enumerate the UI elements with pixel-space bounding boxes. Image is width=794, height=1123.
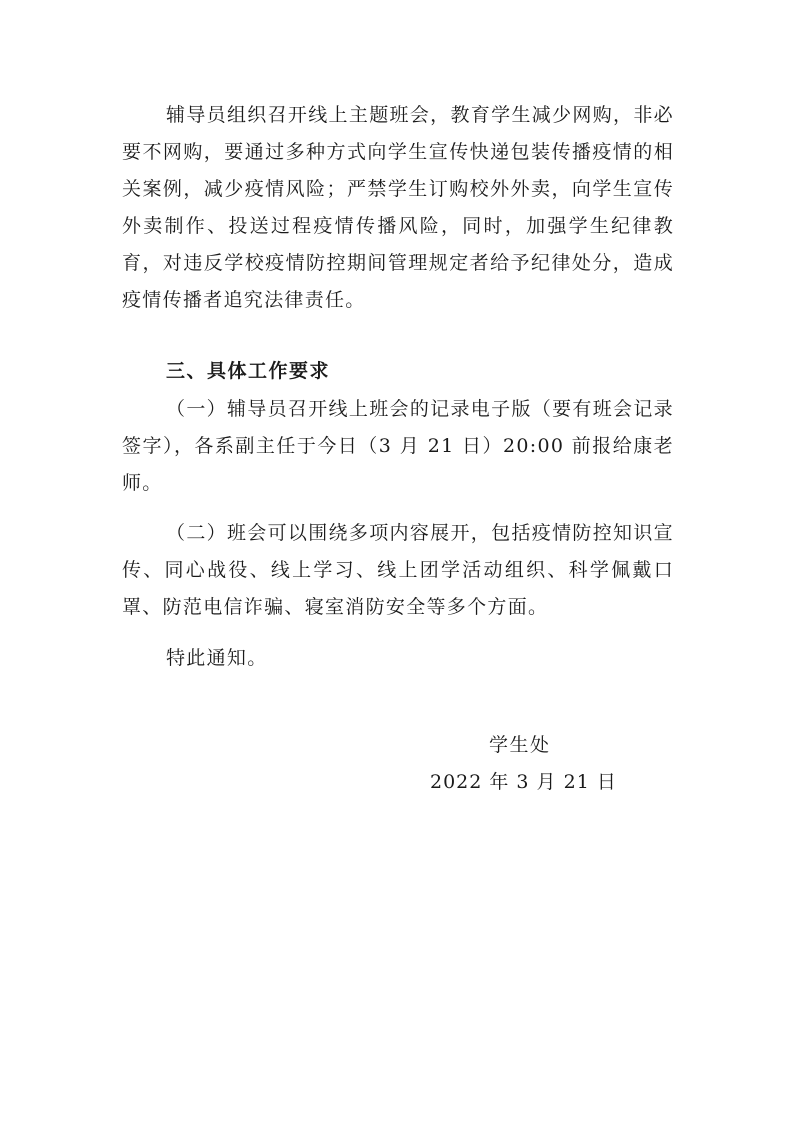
signature-organization: 学生处 [489, 734, 551, 756]
closing-notice: 特此通知。 [166, 647, 268, 669]
requirement-item-1: （一）辅导员召开线上班会的记录电子版（要有班会记录签字），各系副主任于今日（3 月 21 日）20:00 前报给康老师。 [122, 398, 674, 494]
requirement-item-2: （二）班会可以围绕多项内容展开，包括疫情防控知识宣传、同心战役、线上学习、线上团学活动组织、科学佩戴口罩、防范电信诈骗、寝室消防安全等多个方面。 [122, 522, 674, 618]
section-heading-work-requirements: 三、具体工作要求 [166, 360, 331, 382]
signature-date: 2022 年 3 月 21 日 [430, 771, 617, 793]
paragraph-class-meeting-guidance: 辅导员组织召开线上主题班会，教育学生减少网购，非必要不网购，要通过多种方式向学生宣传快递包装传播疫情的相关案例，减少疫情风险；严禁学生订购校外外卖，向学生宣传外卖制作、投送过程疫情传播风险，同时，加强学生纪律教育，对违反学校疫情防控期间管理规定者给予纪律处分，造成疫情传播者追究法律责任。 [122, 104, 674, 311]
